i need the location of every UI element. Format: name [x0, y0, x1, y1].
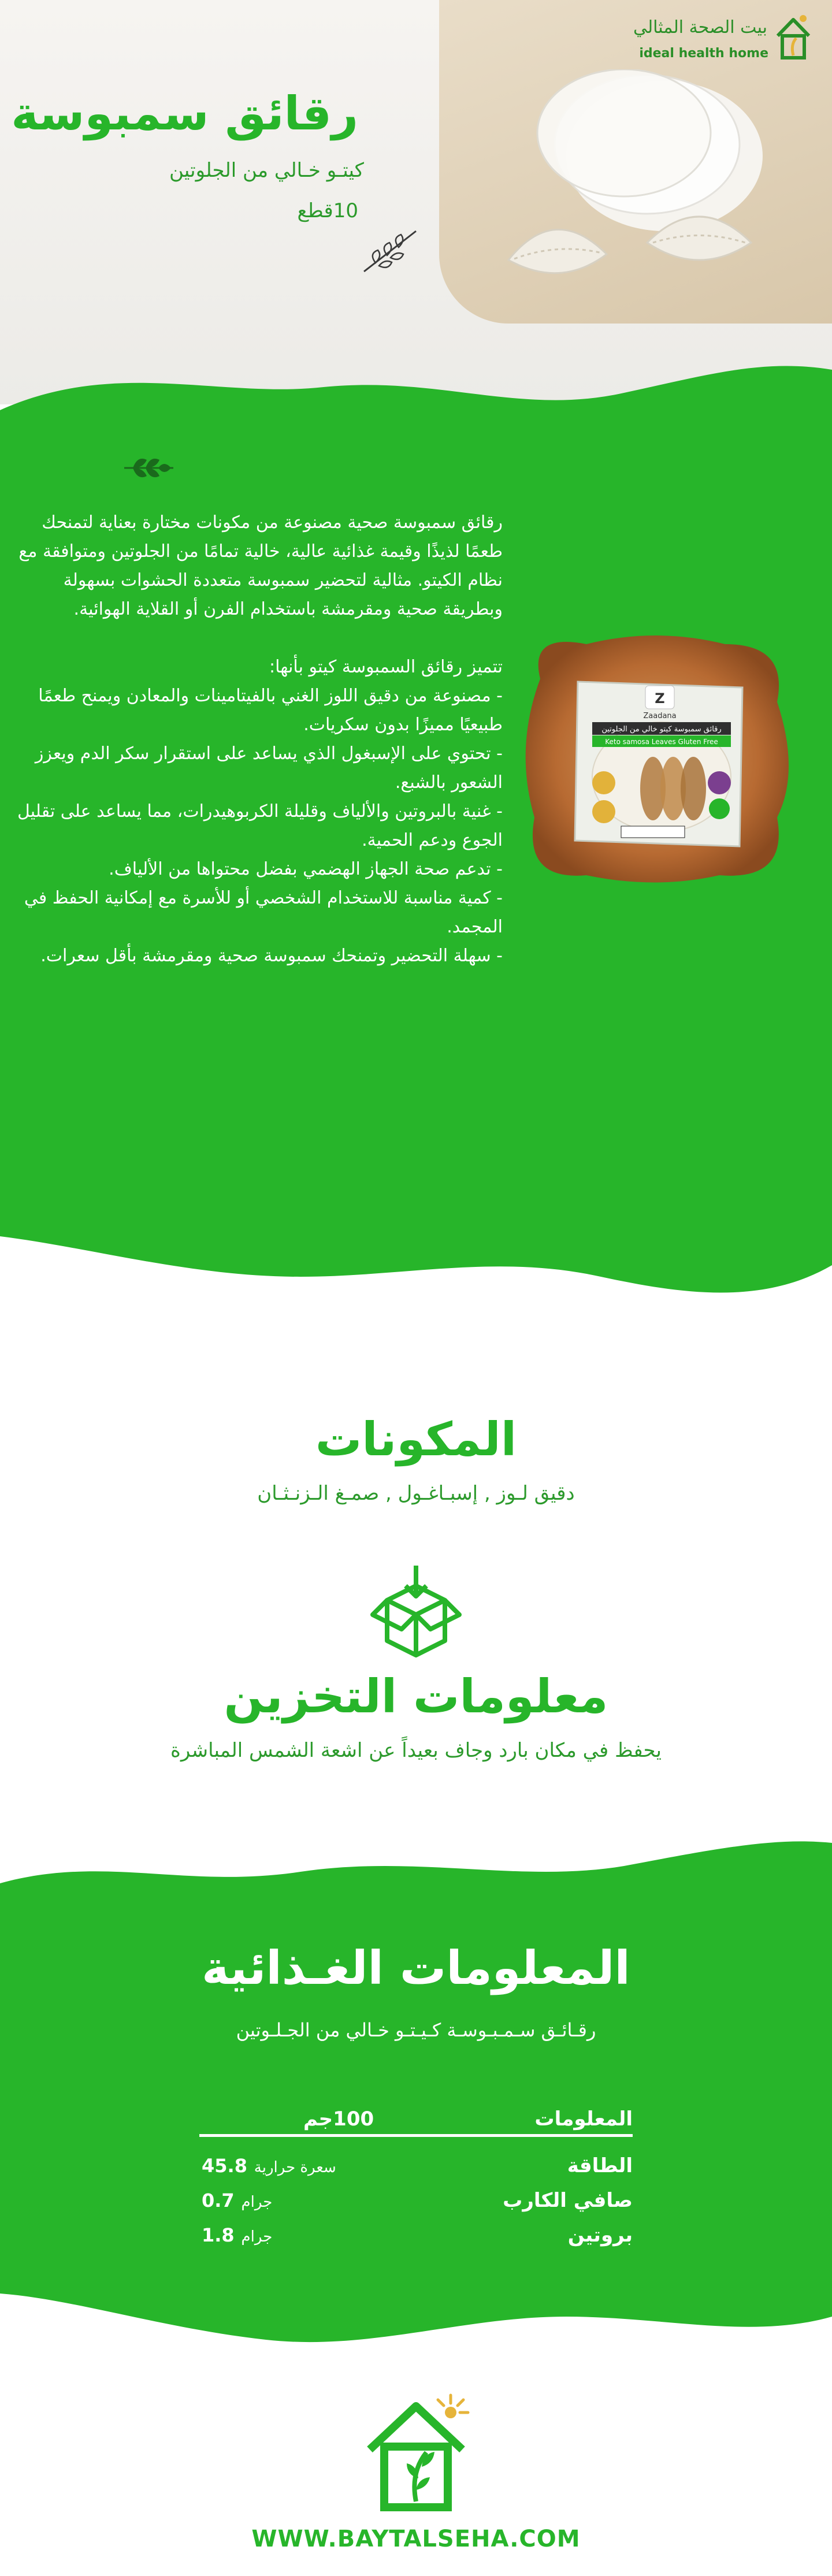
nutrition-row-unit: سعرة حرارية [254, 2159, 336, 2176]
ingredients-title: المكونات [315, 1412, 517, 1466]
samosa-sheets-image [474, 69, 774, 312]
nutrition-row-label: صافي الكارب [503, 2189, 633, 2212]
nutrition-row-value: 0.7 [202, 2190, 235, 2211]
feature-item: - سهلة التحضير وتمنحك سمبوسة صحية ومقرمشة بأقل سعرات. [40, 946, 503, 966]
feature-item: - مصنوعة من دقيق اللوز الغني بالفيتامينات والمعادن ويمنح طعمًا طبيعيًا مميزًا بدون سكريات. [38, 686, 503, 735]
nutrition-row-unit: جرام [241, 2194, 273, 2211]
nutrition-row-value: 1.8 [202, 2224, 235, 2246]
storage-box-icon [364, 1560, 468, 1664]
nutrition-row-amount [199, 2224, 272, 2247]
features-list [17, 682, 503, 971]
nutrition-band-background [0, 1820, 832, 2369]
nutrition-row-value: 45.8 [202, 2155, 247, 2177]
nutrition-header-amount: 100جم [303, 2107, 374, 2131]
description-intro: رقائق سمبوسة صحية مصنوعة من مكونات مختارة بعناية لتمنحك طعمًا لذيذًا وقيمة غذائية عالية، خالية تمامًا من الجلوتين ومتوافقة مع نظام الكيتو. مثالية لتحضير سمبوسة متعددة الحشوات بسهولة وبطريقة صحية ومقرمشة باستخدام الفرن أو القلاية الهوائية. [18, 512, 503, 619]
nutrition-row-unit: جرام [241, 2228, 273, 2246]
package-label-en: Keto samosa Leaves Gluten Free [605, 738, 718, 746]
features-title: تتميز رقائق السمبوسة كيتو بأنها: [269, 657, 503, 677]
package-brand-name: Zaadana [643, 712, 677, 720]
ingredients-text: دقيق لـوز , إسبـاغـول , صمـغ الـزنـثـان [257, 1482, 575, 1505]
nutrition-divider [199, 2134, 633, 2137]
product-count: 10قطع [297, 199, 358, 222]
storage-text: يحفظ في مكان بارد وجاف بعيداً عن اشعة الشمس المباشرة [170, 1739, 662, 1762]
nutrition-row-amount [199, 2189, 272, 2212]
nutrition-title: المعلومات الغـذائية [202, 1941, 630, 1995]
nutrition-header-label: المعلومات [534, 2107, 633, 2131]
website-url[interactable]: WWW.BAYTALSEHA.COM [251, 2526, 581, 2552]
feature-item: - غنية بالبروتين والألياف وقليلة الكربوهيدرات، مما يساعد على تقليل الجوع ودعم الحمية. [17, 801, 503, 850]
package-label-ar: رقائق سمبوسة كيتو خالي من الجلوتين [601, 725, 722, 734]
brand-name-arabic: بيت الصحة المثالي [633, 17, 767, 38]
storage-title: معلومات التخزين [224, 1670, 608, 1723]
feature-item: - كمية مناسبة للاستخدام الشخصي أو للأسرة مع إمكانية الحفظ في المجمد. [24, 888, 503, 937]
nutrition-table [199, 2096, 633, 2252]
feature-item: - تحتوي على الإسبغول الذي يساعد على استقرار سكر الدم ويعزز الشعور بالشبع. [35, 744, 503, 793]
footer-logo-icon [358, 2392, 474, 2513]
product-description [17, 508, 503, 971]
wheat-leaf-icon [358, 225, 422, 277]
package-brand-mark: Z [655, 690, 665, 707]
nutrition-row [199, 2218, 633, 2252]
nutrition-row-label: الطاقة [567, 2154, 633, 2177]
feature-item: - تدعم صحة الجهاز الهضمي بفضل محتواها من الألياف. [109, 859, 503, 879]
product-subtitle: كيتـو خـالي من الجلوتين [169, 159, 364, 182]
nutrition-subtitle: رقـائـق سـمـبـوسـة كـيـتـو خـالي من الجـلـوتين [236, 2019, 596, 2041]
leaf-decoration-icon [121, 445, 176, 491]
nutrition-row-amount [199, 2154, 336, 2177]
product-title: رقائق سمبوسة [11, 87, 358, 140]
nutrition-row [199, 2148, 633, 2183]
nutrition-table-header [199, 2096, 633, 2131]
product-package-image [517, 633, 794, 887]
nutrition-row-label: بروتين [567, 2224, 633, 2247]
brand-name-english: ideal health home [639, 46, 768, 61]
nutrition-row [199, 2183, 633, 2218]
brand-logo-icon [773, 13, 814, 62]
